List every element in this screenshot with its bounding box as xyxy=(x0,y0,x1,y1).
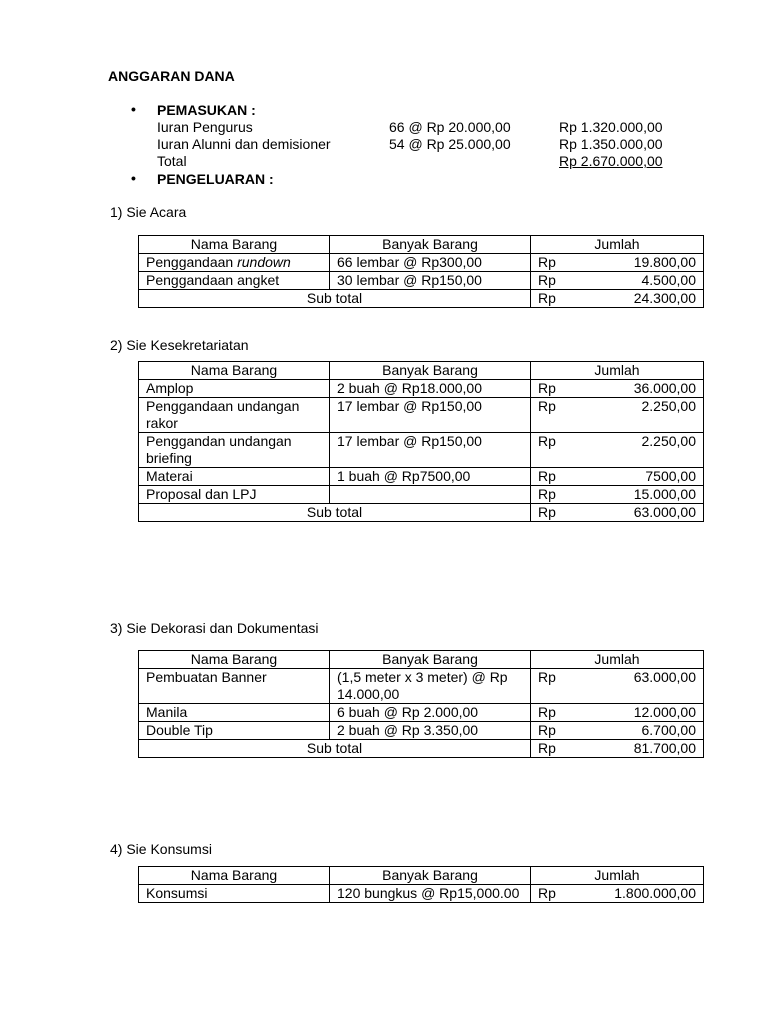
pemasukan-total-amount: Rp 2.670.000,00 xyxy=(559,153,663,169)
item-qty: 66 lembar @ Rp300,00 xyxy=(330,254,531,272)
currency-label: Rp xyxy=(538,254,556,270)
table-header-row xyxy=(139,236,704,254)
pemasukan-total-label: Total xyxy=(157,153,187,169)
header-qty: Banyak Barang xyxy=(330,651,531,669)
table-header-row xyxy=(139,867,704,885)
currency-label: Rp xyxy=(538,290,556,306)
currency-label: Rp xyxy=(538,669,556,685)
subtotal-amount xyxy=(531,740,704,758)
item-amount xyxy=(531,272,704,290)
amount-value: 12.000,00 xyxy=(633,704,696,720)
item-amount xyxy=(531,468,704,486)
subtotal-label: Sub total xyxy=(139,290,531,308)
amount-value: 19.800,00 xyxy=(633,254,696,270)
item-name: Materai xyxy=(139,468,330,486)
item-name xyxy=(139,254,330,272)
amount-value: 36.000,00 xyxy=(633,380,696,396)
pemasukan-row-calc: 54 @ Rp 25.000,00 xyxy=(389,136,511,152)
item-amount xyxy=(531,486,704,504)
item-amount xyxy=(531,669,704,704)
item-qty: 2 buah @ Rp18.000,00 xyxy=(330,380,531,398)
item-qty: 6 buah @ Rp 2.000,00 xyxy=(330,704,531,722)
document-title: ANGGARAN DANA xyxy=(108,68,235,84)
currency-label: Rp xyxy=(538,272,556,288)
pengeluaran-bullet: • xyxy=(131,170,136,186)
header-amount: Jumlah xyxy=(531,236,704,254)
amount-value: 2.250,00 xyxy=(641,433,696,449)
header-qty: Banyak Barang xyxy=(330,236,531,254)
table-row xyxy=(139,398,704,433)
currency-label: Rp xyxy=(538,740,556,756)
subtotal-label: Sub total xyxy=(139,740,531,758)
currency-label: Rp xyxy=(538,433,556,449)
amount-value: 63.000,00 xyxy=(633,504,696,520)
table-header-row xyxy=(139,362,704,380)
item-name: Amplop xyxy=(139,380,330,398)
amount-value: 24.300,00 xyxy=(633,290,696,306)
table-header-row xyxy=(139,651,704,669)
pengeluaran-heading: PENGELUARAN : xyxy=(157,171,274,187)
header-name: Nama Barang xyxy=(139,651,330,669)
table-row xyxy=(139,254,704,272)
currency-label: Rp xyxy=(538,722,556,738)
amount-value: 7500,00 xyxy=(645,468,696,484)
currency-label: Rp xyxy=(538,468,556,484)
header-qty: Banyak Barang xyxy=(330,867,531,885)
header-name: Nama Barang xyxy=(139,867,330,885)
item-qty: 120 bungkus @ Rp15,000.00 xyxy=(330,885,531,903)
pemasukan-row-amount: Rp 1.350.000,00 xyxy=(559,136,663,152)
item-qty: 17 lembar @ Rp150,00 xyxy=(330,433,531,468)
pemasukan-row-label: Iuran Alunni dan demisioner xyxy=(157,136,331,152)
item-qty: 17 lembar @ Rp150,00 xyxy=(330,398,531,433)
amount-value: 1.800.000,00 xyxy=(614,885,696,901)
item-name: Manila xyxy=(139,704,330,722)
amount-value: 2.250,00 xyxy=(641,398,696,414)
subtotal-amount xyxy=(531,290,704,308)
header-amount: Jumlah xyxy=(531,651,704,669)
table-row xyxy=(139,704,704,722)
pemasukan-row-amount: Rp 1.320.000,00 xyxy=(559,119,663,135)
table-row xyxy=(139,885,704,903)
subtotal-row xyxy=(139,740,704,758)
amount-value: 63.000,00 xyxy=(633,669,696,685)
section-title: 4) Sie Konsumsi xyxy=(110,841,212,857)
pemasukan-row-calc: 66 @ Rp 20.000,00 xyxy=(389,119,511,135)
amount-value: 4.500,00 xyxy=(641,272,696,288)
currency-label: Rp xyxy=(538,398,556,414)
table-row xyxy=(139,486,704,504)
item-name: Double Tip xyxy=(139,722,330,740)
header-name: Nama Barang xyxy=(139,362,330,380)
currency-label: Rp xyxy=(538,885,556,901)
item-name: Penggandaan angket xyxy=(139,272,330,290)
item-name: Penggandaan undangan rakor xyxy=(139,398,330,433)
item-amount xyxy=(531,704,704,722)
header-amount: Jumlah xyxy=(531,362,704,380)
item-amount xyxy=(531,380,704,398)
table-row xyxy=(139,272,704,290)
table-row xyxy=(139,433,704,468)
item-amount xyxy=(531,885,704,903)
item-amount xyxy=(531,433,704,468)
section-title: 3) Sie Dekorasi dan Dokumentasi xyxy=(110,620,319,636)
item-qty: 1 buah @ Rp7500,00 xyxy=(330,468,531,486)
item-name-italic: rundown xyxy=(237,254,291,270)
subtotal-row xyxy=(139,290,704,308)
amount-value: 6.700,00 xyxy=(641,722,696,738)
item-name: Pembuatan Banner xyxy=(139,669,330,704)
item-name: Proposal dan LPJ xyxy=(139,486,330,504)
subtotal-row xyxy=(139,504,704,522)
currency-label: Rp xyxy=(538,504,556,520)
amount-value: 15.000,00 xyxy=(633,486,696,502)
subtotal-amount xyxy=(531,504,704,522)
header-name: Nama Barang xyxy=(139,236,330,254)
item-name: Konsumsi xyxy=(139,885,330,903)
currency-label: Rp xyxy=(538,380,556,396)
item-qty: (1,5 meter x 3 meter) @ Rp 14.000,00 xyxy=(330,669,531,704)
header-amount: Jumlah xyxy=(531,867,704,885)
item-qty xyxy=(330,486,531,504)
section-title: 1) Sie Acara xyxy=(110,204,187,220)
budget-table xyxy=(138,650,704,758)
section-title: 2) Sie Kesekretariatan xyxy=(110,337,249,353)
table-row xyxy=(139,669,704,704)
item-qty: 2 buah @ Rp 3.350,00 xyxy=(330,722,531,740)
pemasukan-row-label: Iuran Pengurus xyxy=(157,119,253,135)
budget-table xyxy=(138,235,704,308)
item-name-prefix: Penggandaan xyxy=(146,254,238,270)
budget-table xyxy=(138,866,704,903)
pemasukan-heading: PEMASUKAN : xyxy=(157,102,256,118)
table-row xyxy=(139,722,704,740)
table-row xyxy=(139,468,704,486)
item-amount xyxy=(531,722,704,740)
pemasukan-bullet: • xyxy=(131,101,136,117)
item-name: Penggandan undangan briefing xyxy=(139,433,330,468)
item-qty: 30 lembar @ Rp150,00 xyxy=(330,272,531,290)
subtotal-label: Sub total xyxy=(139,504,531,522)
currency-label: Rp xyxy=(538,486,556,502)
item-amount xyxy=(531,398,704,433)
table-row xyxy=(139,380,704,398)
header-qty: Banyak Barang xyxy=(330,362,531,380)
item-amount xyxy=(531,254,704,272)
budget-table xyxy=(138,361,704,522)
amount-value: 81.700,00 xyxy=(633,740,696,756)
currency-label: Rp xyxy=(538,704,556,720)
